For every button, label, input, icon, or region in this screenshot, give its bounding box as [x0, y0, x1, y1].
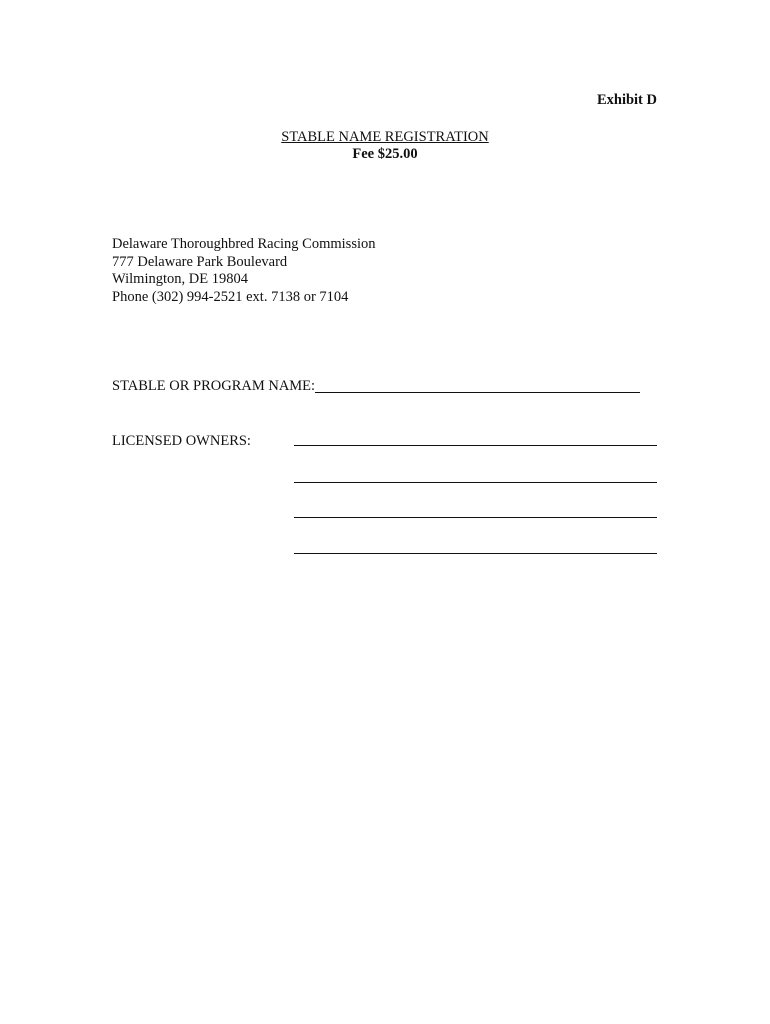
stable-name-field	[112, 378, 640, 395]
owner-blank-2[interactable]	[294, 482, 657, 483]
fee-label: Fee $25.00	[352, 146, 418, 162]
title-block	[0, 129, 770, 163]
commission-address	[112, 236, 376, 306]
address-line-1: Delaware Thoroughbred Racing Commission	[112, 236, 376, 252]
address-line-3: Wilmington, DE 19804	[112, 271, 248, 287]
owner-blank-1[interactable]	[294, 445, 657, 446]
exhibit-label: Exhibit D	[596, 92, 657, 108]
stable-name-blank[interactable]	[315, 378, 640, 393]
owner-blank-4[interactable]	[294, 553, 657, 554]
stable-name-label: STABLE OR PROGRAM NAME:	[112, 378, 316, 394]
address-line-2: 777 Delaware Park Boulevard	[112, 253, 288, 270]
form-title: STABLE NAME REGISTRATION	[281, 129, 489, 145]
licensed-owners-label: LICENSED OWNERS:	[112, 433, 251, 449]
address-phone: Phone (302) 994-2521 ext. 7138 or 7104	[112, 288, 349, 305]
owner-blank-3[interactable]	[294, 517, 657, 518]
